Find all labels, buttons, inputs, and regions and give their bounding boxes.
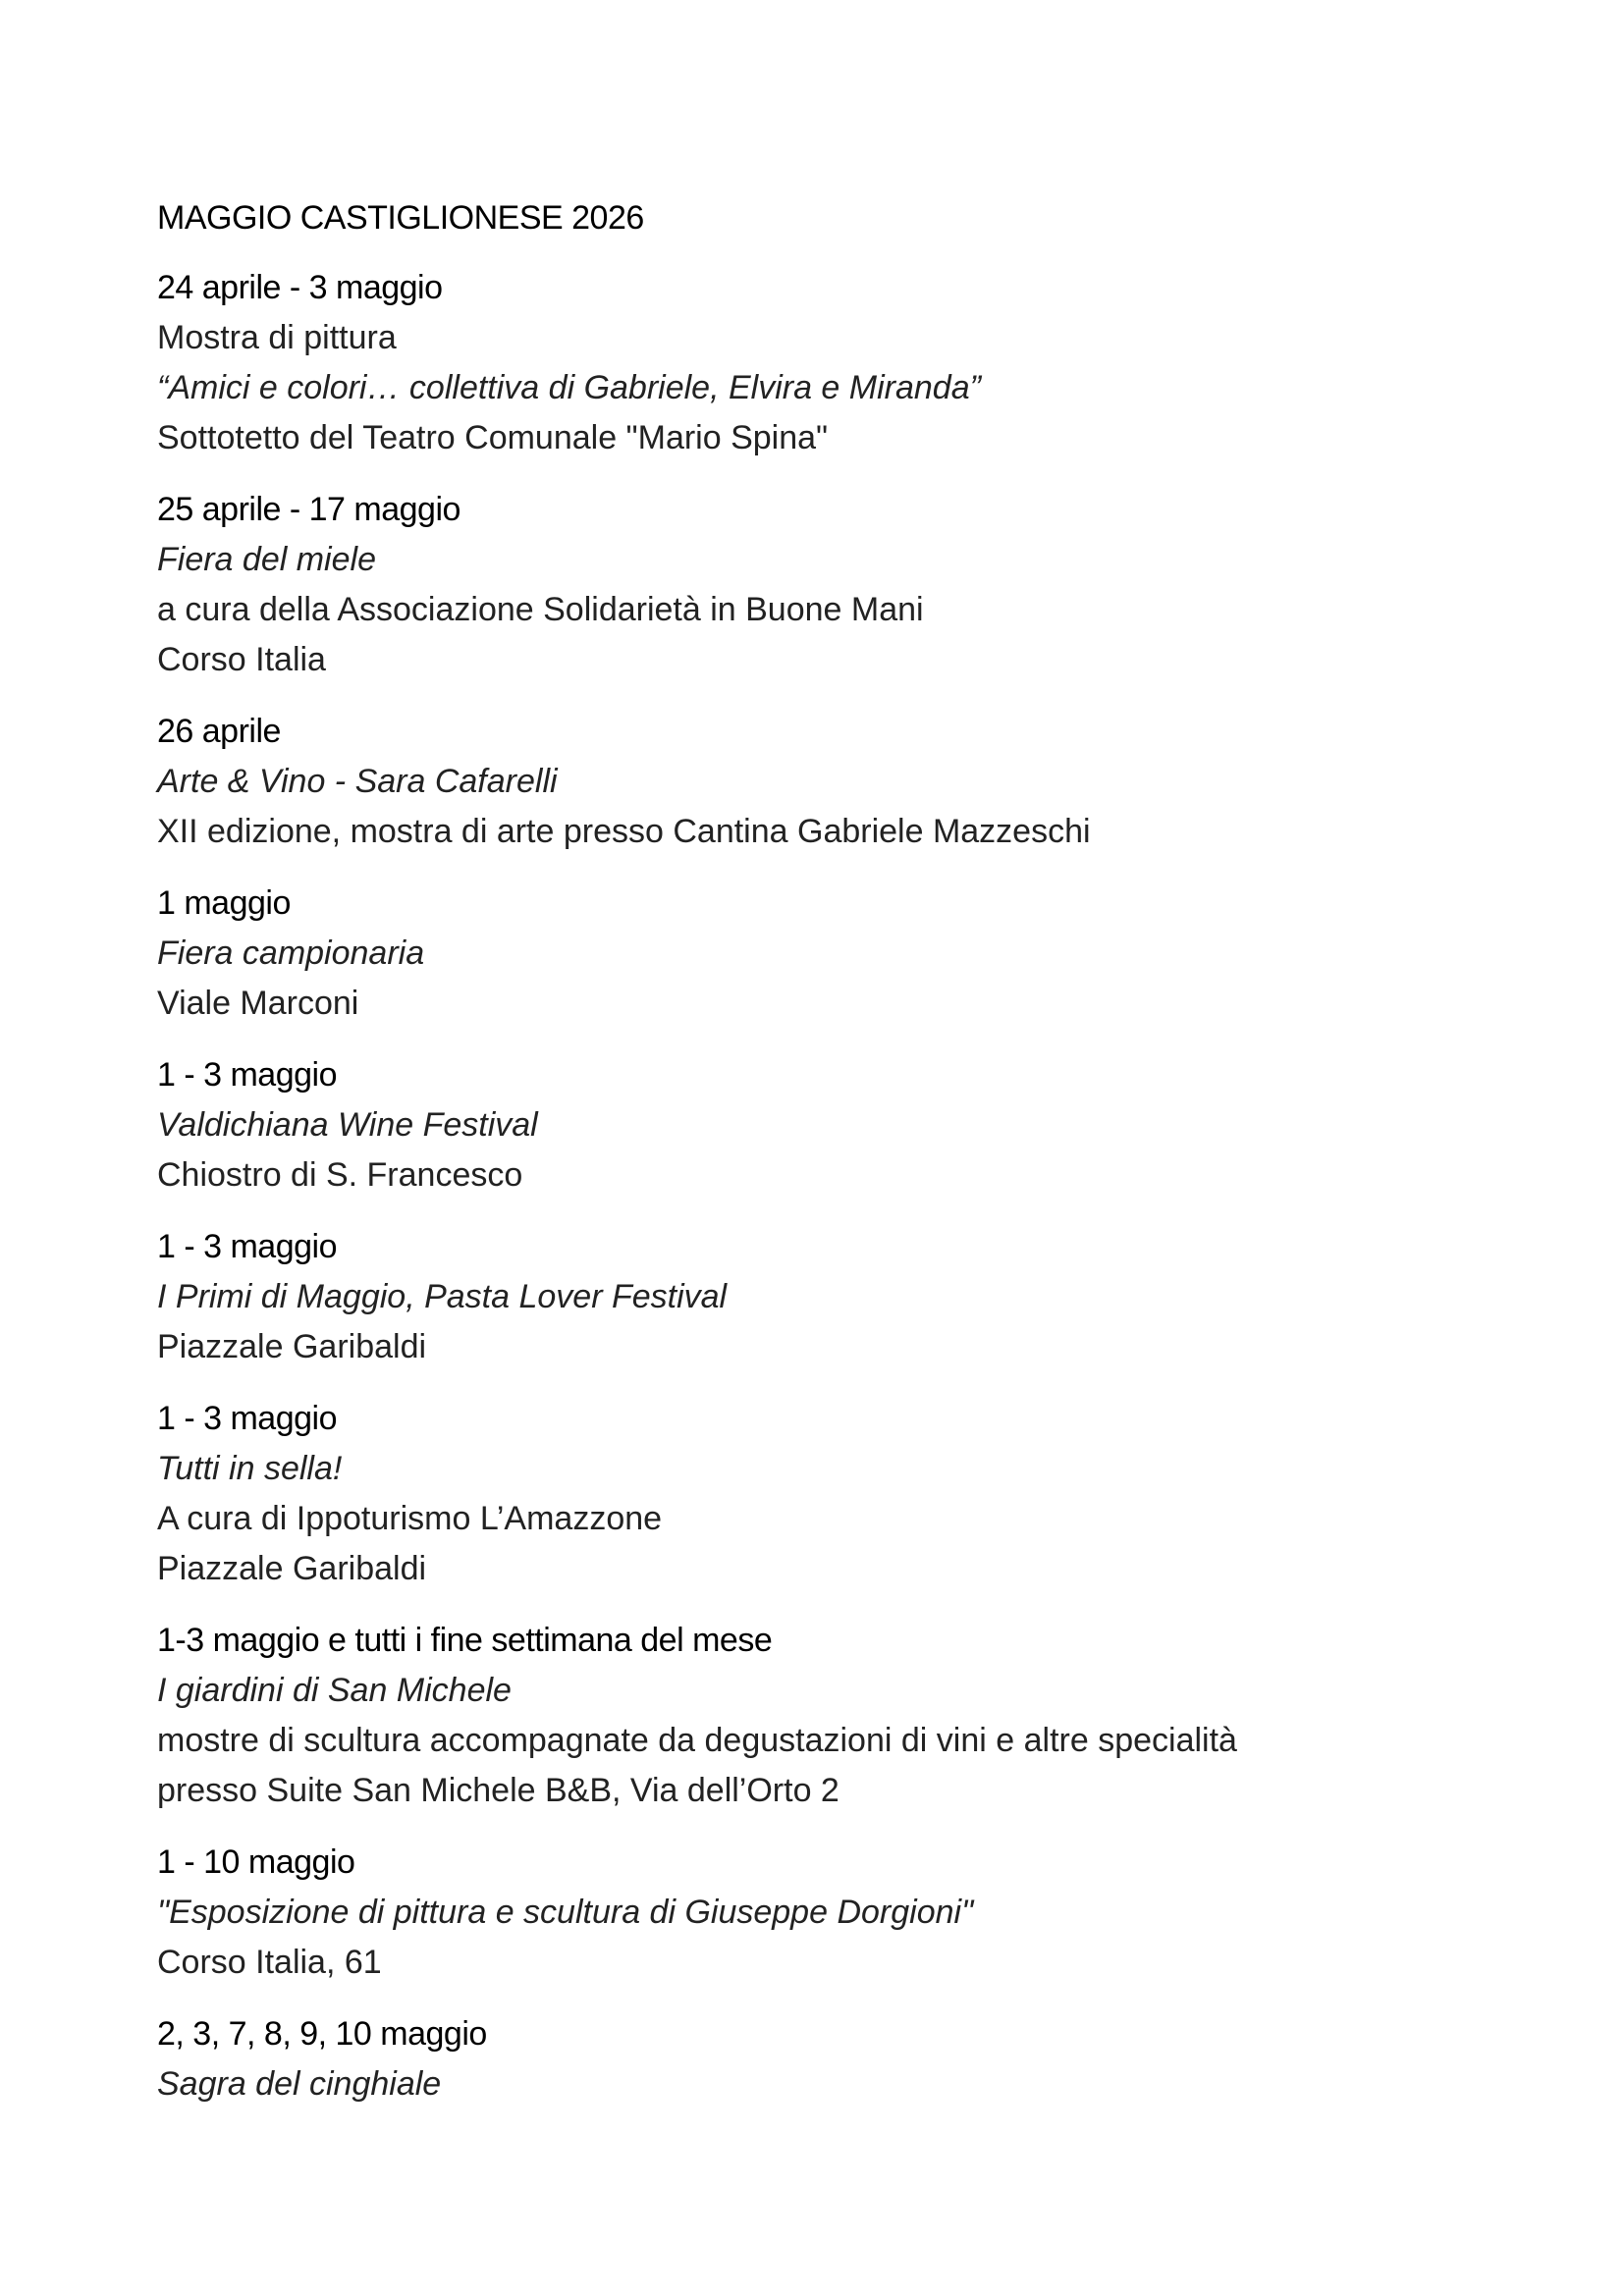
event-detail: Sottotetto del Teatro Comunale "Mario Spina" bbox=[157, 419, 829, 456]
event-date: 1 - 10 maggio bbox=[157, 1843, 355, 1881]
event-title: "Esposizione di pittura e scultura di Giuseppe Dorgioni" bbox=[157, 1894, 974, 1931]
event-detail: Viale Marconi bbox=[157, 985, 359, 1022]
event-detail: Mostra di pittura bbox=[157, 319, 397, 356]
event-entry bbox=[157, 263, 1512, 463]
event-date: 2, 3, 7, 8, 9, 10 maggio bbox=[157, 2015, 487, 2053]
event-title: Valdichiana Wine Festival bbox=[157, 1106, 538, 1144]
event-title: Tutti in sella! bbox=[157, 1450, 343, 1487]
event-detail: Corso Italia bbox=[157, 641, 326, 678]
event-date: 1 - 3 maggio bbox=[157, 1400, 337, 1437]
event-detail: presso Suite San Michele B&B, Via dell’Orto 2 bbox=[157, 1772, 839, 1809]
event-entry bbox=[157, 1838, 1512, 1988]
event-date: 25 aprile - 17 maggio bbox=[157, 491, 460, 528]
event-date: 1-3 maggio e tutti i fine settimana del mese bbox=[157, 1622, 773, 1659]
event-entry bbox=[157, 2009, 1512, 2109]
event-title: “Amici e colori… collettiva di Gabriele, Elvira e Miranda” bbox=[157, 369, 981, 406]
event-title: I Primi di Maggio, Pasta Lover Festival bbox=[157, 1278, 728, 1315]
event-detail: a cura della Associazione Solidarietà in Buone Mani bbox=[157, 591, 924, 628]
event-detail: Piazzale Garibaldi bbox=[157, 1550, 427, 1587]
event-detail: mostre di scultura accompagnate da degustazioni di vini e altre specialità bbox=[157, 1722, 1237, 1759]
event-detail: A cura di Ippoturismo L’Amazzone bbox=[157, 1500, 663, 1537]
event-entry bbox=[157, 1222, 1512, 1372]
event-entry bbox=[157, 879, 1512, 1029]
event-title: Fiera del miele bbox=[157, 541, 376, 578]
event-date: 1 - 3 maggio bbox=[157, 1056, 337, 1094]
event-entry bbox=[157, 1616, 1512, 1816]
event-detail: Piazzale Garibaldi bbox=[157, 1328, 427, 1365]
event-detail: Corso Italia, 61 bbox=[157, 1944, 382, 1981]
event-title: Sagra del cinghiale bbox=[157, 2065, 442, 2103]
event-date: 26 aprile bbox=[157, 713, 281, 750]
event-detail: XII edizione, mostra di arte presso Cantina Gabriele Mazzeschi bbox=[157, 813, 1091, 850]
event-date: 1 maggio bbox=[157, 884, 291, 922]
document-content bbox=[157, 192, 1512, 2131]
event-entry bbox=[157, 707, 1512, 857]
event-date: 1 - 3 maggio bbox=[157, 1228, 337, 1265]
event-title: Arte & Vino - Sara Cafarelli bbox=[157, 763, 558, 800]
event-detail: Chiostro di S. Francesco bbox=[157, 1156, 523, 1194]
event-title: I giardini di San Michele bbox=[157, 1672, 512, 1709]
event-entry bbox=[157, 1050, 1512, 1201]
event-title: Fiera campionaria bbox=[157, 934, 425, 972]
event-date: 24 aprile - 3 maggio bbox=[157, 269, 443, 306]
document-title: MAGGIO CASTIGLIONESE 2026 bbox=[157, 199, 644, 237]
event-list bbox=[157, 263, 1512, 2109]
event-entry bbox=[157, 1394, 1512, 1594]
event-entry bbox=[157, 485, 1512, 685]
